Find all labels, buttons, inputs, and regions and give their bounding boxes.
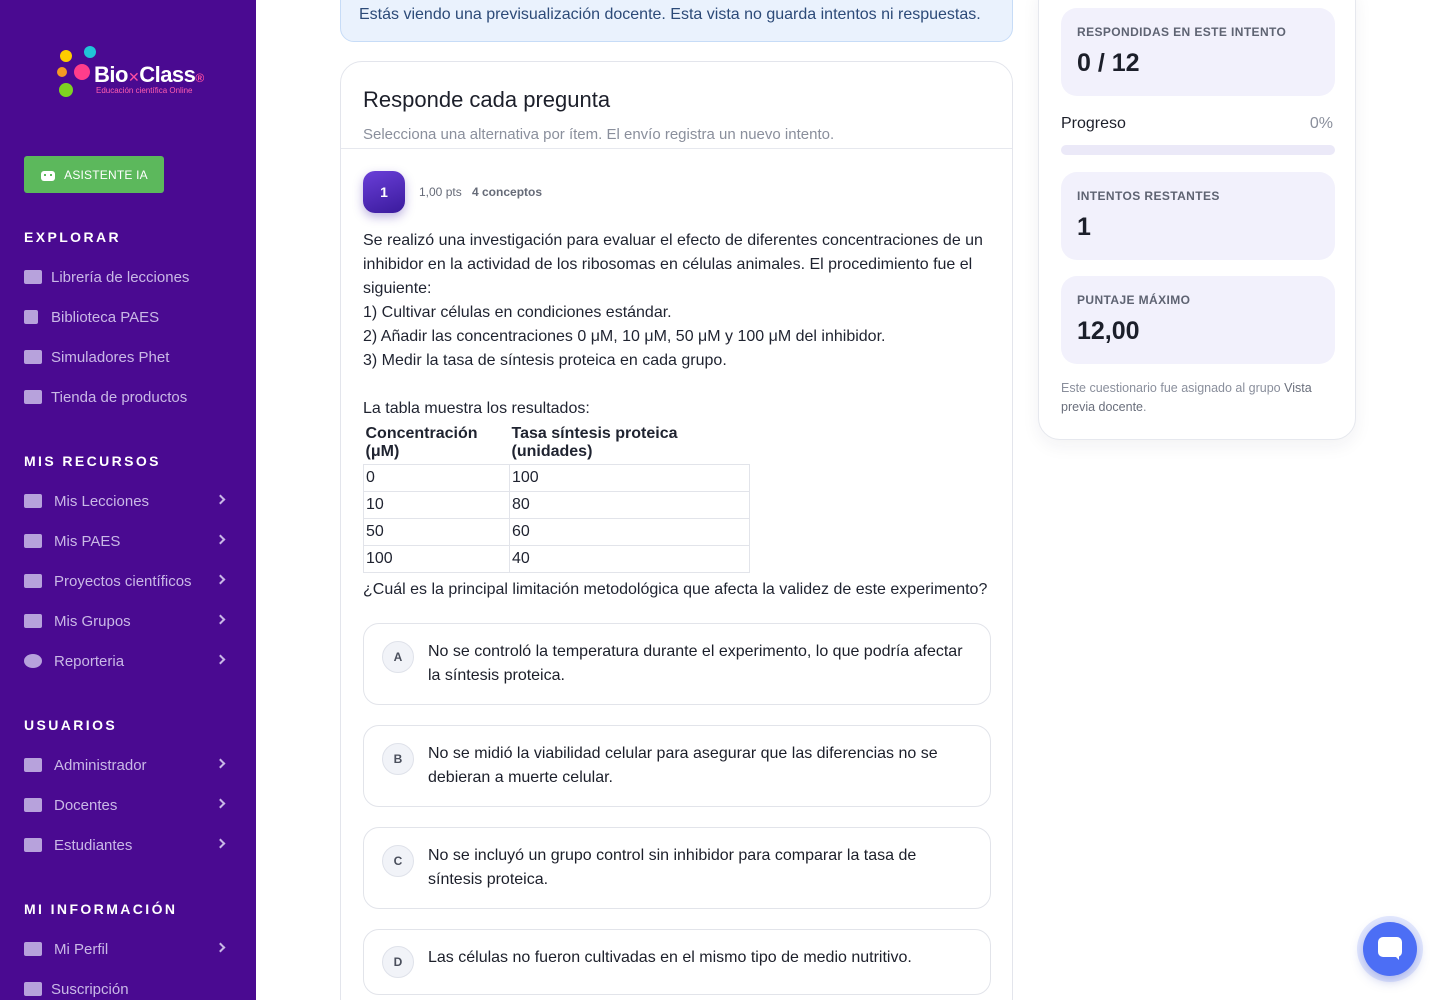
option-text: No se controló la temperatura durante el experimento, lo que podría afectar la síntesis proteica.	[428, 643, 963, 684]
nav-suscripcion[interactable]	[24, 977, 232, 1000]
nav-label: Mi Perfil	[54, 940, 109, 958]
section-mi-informacion: MI INFORMACIÓN	[24, 901, 178, 917]
section-mis-recursos: MIS RECURSOS	[24, 453, 161, 469]
chevron-right-icon	[216, 535, 226, 545]
sidebar	[0, 0, 256, 1000]
nav-label: Biblioteca PAES	[51, 308, 160, 326]
table-header: Concentración (μM)	[365, 425, 478, 460]
table-row	[364, 546, 750, 573]
table-header-row	[364, 422, 750, 465]
question-concepts: 4 conceptos	[472, 185, 543, 199]
nav-mis-grupos[interactable]	[24, 609, 232, 633]
nav-biblioteca-paes[interactable]	[24, 305, 232, 329]
max-score-label: PUNTAJE MÁXIMO	[1077, 293, 1191, 307]
chevron-right-icon	[216, 799, 226, 809]
nav-label: Docentes	[54, 796, 118, 814]
group-note	[1061, 379, 1335, 417]
group-note-prefix: Este cuestionario fue asignado al grupo	[1061, 381, 1285, 395]
quiz-title: Responde cada pregunta	[363, 87, 611, 112]
graduate-icon	[24, 838, 42, 852]
nav-mis-paes[interactable]	[24, 529, 232, 553]
monitor-icon	[24, 350, 42, 364]
option-letter: A	[382, 641, 414, 673]
table-intro: La tabla muestra los resultados:	[363, 400, 590, 417]
option-text: Las células no fueron cultivadas en el mismo tipo de medio nutritivo.	[428, 949, 912, 966]
preview-notice-text: Estás viendo una previsualización docente. Esta vista no guarda intentos ni respuestas.	[359, 6, 981, 23]
chalkboard-icon	[24, 798, 42, 812]
remaining-value: 1	[1077, 213, 1091, 241]
chevron-right-icon	[216, 615, 226, 625]
max-score-value: 12,00	[1077, 317, 1140, 345]
remaining-label: INTENTOS RESTANTES	[1077, 189, 1220, 203]
users-icon	[24, 614, 42, 628]
option-text: No se incluyó un grupo control sin inhibidor para comparar la tasa de síntesis proteica.	[428, 847, 917, 888]
chevron-right-icon	[216, 943, 226, 953]
nav-label: Mis Grupos	[54, 612, 131, 630]
question-stem	[363, 229, 993, 421]
table-cell: 100	[510, 465, 750, 492]
option-text: No se midió la viabilidad celular para asegurar que las diferencias no se debieran a muerte celular.	[428, 745, 938, 786]
section-usuarios: USUARIOS	[24, 717, 118, 733]
pie-chart-icon	[24, 654, 42, 668]
progress-label: Progreso	[1061, 115, 1126, 132]
chat-bubble-icon	[1378, 937, 1402, 957]
attempt-panel	[1038, 0, 1356, 440]
option-c[interactable]	[363, 827, 991, 909]
clipboard-icon	[24, 310, 38, 324]
option-letter: B	[382, 743, 414, 775]
ai-assistant-label: ASISTENTE IA	[64, 167, 148, 182]
nav-docentes[interactable]	[24, 793, 232, 817]
biocass-logo[interactable]	[54, 42, 214, 102]
nav-tienda-productos[interactable]	[24, 385, 232, 409]
chevron-right-icon	[216, 759, 226, 769]
stem-line: 3) Medir la tasa de síntesis proteica en cada grupo.	[363, 352, 727, 369]
nav-label: Suscripción	[51, 980, 129, 998]
nav-proyectos-cientificos[interactable]	[24, 569, 232, 593]
robot-icon	[40, 169, 56, 181]
school-icon	[24, 758, 42, 772]
table-row	[364, 519, 750, 546]
nav-label: Reporteria	[54, 652, 125, 670]
stem-line: Se realizó una investigación para evaluar el efecto de diferentes concentraciones de un inhibidor en la actividad de los ribosomas en células animales. El procedimiento fue el siguiente:	[363, 232, 983, 297]
nav-label: Tienda de productos	[51, 388, 188, 406]
nav-estudiantes[interactable]	[24, 833, 232, 857]
table-cell: 50	[364, 519, 510, 546]
question-points: 1,00 pts	[419, 185, 462, 199]
ai-assistant-button[interactable]	[24, 156, 164, 193]
nav-label: Librería de lecciones	[51, 268, 190, 286]
preview-notice	[340, 0, 1013, 42]
answered-label: RESPONDIDAS EN ESTE INTENTO	[1077, 25, 1287, 39]
book-open-icon	[24, 270, 42, 284]
nav-label: Estudiantes	[54, 836, 133, 854]
flask-icon	[24, 574, 42, 588]
quiz-card-header	[341, 62, 1012, 149]
nav-libreria-lecciones[interactable]	[24, 265, 232, 289]
question-prompt: ¿Cuál es la principal limitación metodológica que afecta la validez de este experimento?	[363, 581, 988, 598]
id-card-icon	[24, 942, 42, 956]
quiz-subtitle: Selecciona una alternativa por ítem. El envío registra un nuevo intento.	[363, 126, 835, 143]
max-score-stat	[1061, 276, 1335, 364]
teacher-icon	[24, 494, 42, 508]
option-a[interactable]	[363, 623, 991, 705]
chat-button[interactable]	[1363, 922, 1417, 976]
nav-label: Mis PAES	[54, 532, 121, 550]
nav-label: Administrador	[54, 756, 147, 774]
table-cell: 80	[510, 492, 750, 519]
nav-label: Proyectos científicos	[54, 572, 192, 590]
nav-label: Simuladores Phet	[51, 348, 170, 366]
option-b[interactable]	[363, 725, 991, 807]
question-number-badge: 1	[363, 171, 405, 213]
remaining-stat	[1061, 172, 1335, 260]
table-cell: 40	[510, 546, 750, 573]
option-letter: D	[382, 946, 414, 978]
table-cell: 10	[364, 492, 510, 519]
nav-mis-lecciones[interactable]	[24, 489, 232, 513]
cart-icon	[24, 982, 42, 996]
table-cell: 0	[364, 465, 510, 492]
nav-mi-perfil[interactable]	[24, 937, 232, 961]
table-cell: 100	[364, 546, 510, 573]
group-note-suffix: .	[1143, 400, 1147, 414]
chevron-right-icon	[216, 655, 226, 665]
answered-value: 0 / 12	[1077, 49, 1140, 77]
chevron-right-icon	[216, 495, 226, 505]
brand-name: Bio✕Class®	[94, 62, 204, 87]
nav-simuladores-phet[interactable]	[24, 345, 232, 369]
table-row	[364, 465, 750, 492]
option-d[interactable]	[363, 929, 991, 995]
chevron-right-icon	[216, 575, 226, 585]
cart-icon	[24, 390, 42, 404]
quiz-card	[340, 61, 1013, 1000]
table-row	[364, 492, 750, 519]
nav-label: Mis Lecciones	[54, 492, 150, 510]
table-header: Tasa síntesis proteica (unidades)	[511, 425, 678, 460]
clipboard-icon	[24, 534, 42, 548]
section-explorar: EXPLORAR	[24, 229, 121, 245]
brand-tagline: Educación científica Online	[96, 86, 193, 95]
progress-bar	[1061, 145, 1335, 155]
option-letter: C	[382, 845, 414, 877]
nav-administrador[interactable]	[24, 753, 232, 777]
progress-percent: 0%	[1309, 115, 1333, 132]
answered-stat	[1061, 8, 1335, 96]
stem-line: 2) Añadir las concentraciones 0 μM, 10 μM, 50 μM y 100 μM del inhibidor.	[363, 328, 886, 345]
group-note-name: Vista previa docente	[1061, 381, 1312, 414]
table-cell: 60	[510, 519, 750, 546]
results-table	[363, 422, 750, 573]
stem-line: 1) Cultivar células en condiciones estándar.	[363, 304, 672, 321]
chevron-right-icon	[216, 839, 226, 849]
nav-reporteria[interactable]	[24, 649, 232, 673]
